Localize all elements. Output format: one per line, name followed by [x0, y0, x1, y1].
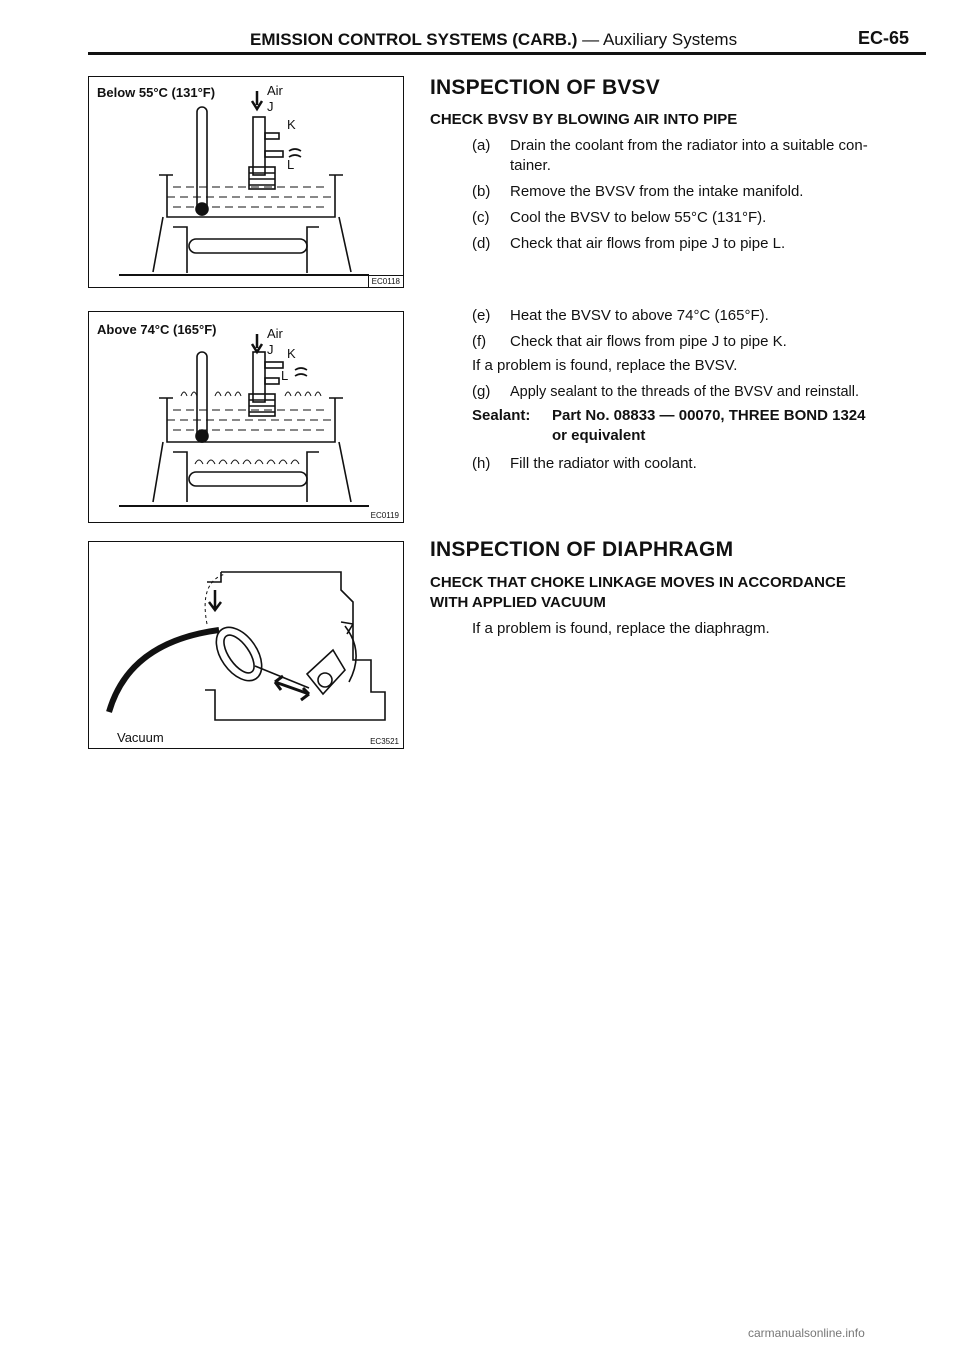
section-heading-diaphragm: INSPECTION OF DIAPHRAGM: [430, 538, 734, 561]
step-e: [472, 306, 928, 326]
section-heading-bvsv: INSPECTION OF BVSV: [430, 76, 660, 99]
figure-caption-cold: Below 55°C (131°F): [97, 85, 216, 100]
page-header-title: [250, 30, 737, 50]
step-text-cont: tainer.: [510, 157, 551, 174]
sealant-value-cont: or equivalent: [552, 427, 646, 444]
step-label: (h): [472, 455, 491, 472]
label-air: Air: [267, 83, 283, 98]
step-g: [472, 382, 928, 402]
label-pipe-j: J: [267, 99, 274, 114]
step-label: (b): [472, 183, 491, 200]
sealant-label: Sealant:: [472, 407, 531, 424]
figure-caption-hot: Above 74°C (165°F): [97, 322, 217, 337]
step-text: Check that air flows from pipe J to pipe K.: [510, 333, 787, 350]
figure-code-cold: EC0118: [368, 275, 403, 287]
figure-bvsv-hot: [88, 311, 404, 523]
bvsv-cold-illustration: [89, 77, 403, 287]
bvsv-hot-illustration: [89, 312, 403, 522]
step-text: Drain the coolant from the radiator into a suitable con-: [510, 137, 868, 154]
step-h: [472, 454, 928, 474]
label-pipe-l: L: [287, 157, 295, 172]
figure-bvsv-cold: [88, 76, 404, 288]
label-vacuum: Vacuum: [117, 730, 164, 745]
step-b: [472, 182, 928, 202]
step-label: (d): [472, 235, 491, 252]
step-text: Apply sealant to the threads of the BVSV and reinstall.: [510, 384, 860, 400]
subheading-bvsv: CHECK BVSV BY BLOWING AIR INTO PIPE: [430, 111, 738, 128]
step-text: Check that air flows from pipe J to pipe L.: [510, 235, 786, 252]
diaphragm-illustration: [89, 542, 403, 748]
label-pipe-k: K: [287, 346, 296, 361]
header-rule: [88, 52, 926, 55]
step-label: (c): [472, 209, 490, 226]
label-pipe-k: K: [287, 117, 296, 132]
step-text: Remove the BVSV from the intake manifold.: [510, 183, 804, 200]
step-f: [472, 332, 928, 352]
subheading-diaphragm-2: WITH APPLIED VACUUM: [430, 594, 606, 611]
step-text: Heat the BVSV to above 74°C (165°F).: [510, 307, 769, 324]
step-text: Fill the radiator with coolant.: [510, 455, 697, 472]
header-title-sub: — Auxiliary Systems: [577, 30, 738, 49]
step-c: [472, 208, 928, 228]
subheading-diaphragm-1: CHECK THAT CHOKE LINKAGE MOVES IN ACCORDANCE: [430, 574, 846, 591]
figure-diaphragm: [88, 541, 404, 749]
label-air: Air: [267, 326, 283, 341]
sealant-spec: [472, 406, 928, 446]
step-label: (f): [472, 333, 487, 350]
footer-watermark: carmanualsonline.info: [748, 1326, 865, 1340]
figure-code-hot: EC0119: [370, 511, 399, 520]
header-title-main: EMISSION CONTROL SYSTEMS (CARB.): [250, 30, 578, 49]
step-label: (a): [472, 137, 491, 154]
problem-note-diaphragm: If a problem is found, replace the diaphragm.: [472, 620, 770, 637]
sealant-value: Part No. 08833 — 00070, THREE BOND 1324: [552, 407, 866, 424]
problem-note-bvsv: If a problem is found, replace the BVSV.: [472, 357, 738, 374]
label-pipe-j: J: [267, 342, 274, 357]
step-text: Cool the BVSV to below 55°C (131°F).: [510, 209, 767, 226]
step-d: [472, 234, 928, 254]
step-a: [472, 136, 928, 176]
figure-code-diaphragm: EC3521: [370, 737, 399, 746]
step-label: (e): [472, 307, 491, 324]
page-number: EC-65: [858, 28, 910, 48]
label-pipe-l: L: [281, 368, 289, 383]
step-label: (g): [472, 383, 491, 400]
